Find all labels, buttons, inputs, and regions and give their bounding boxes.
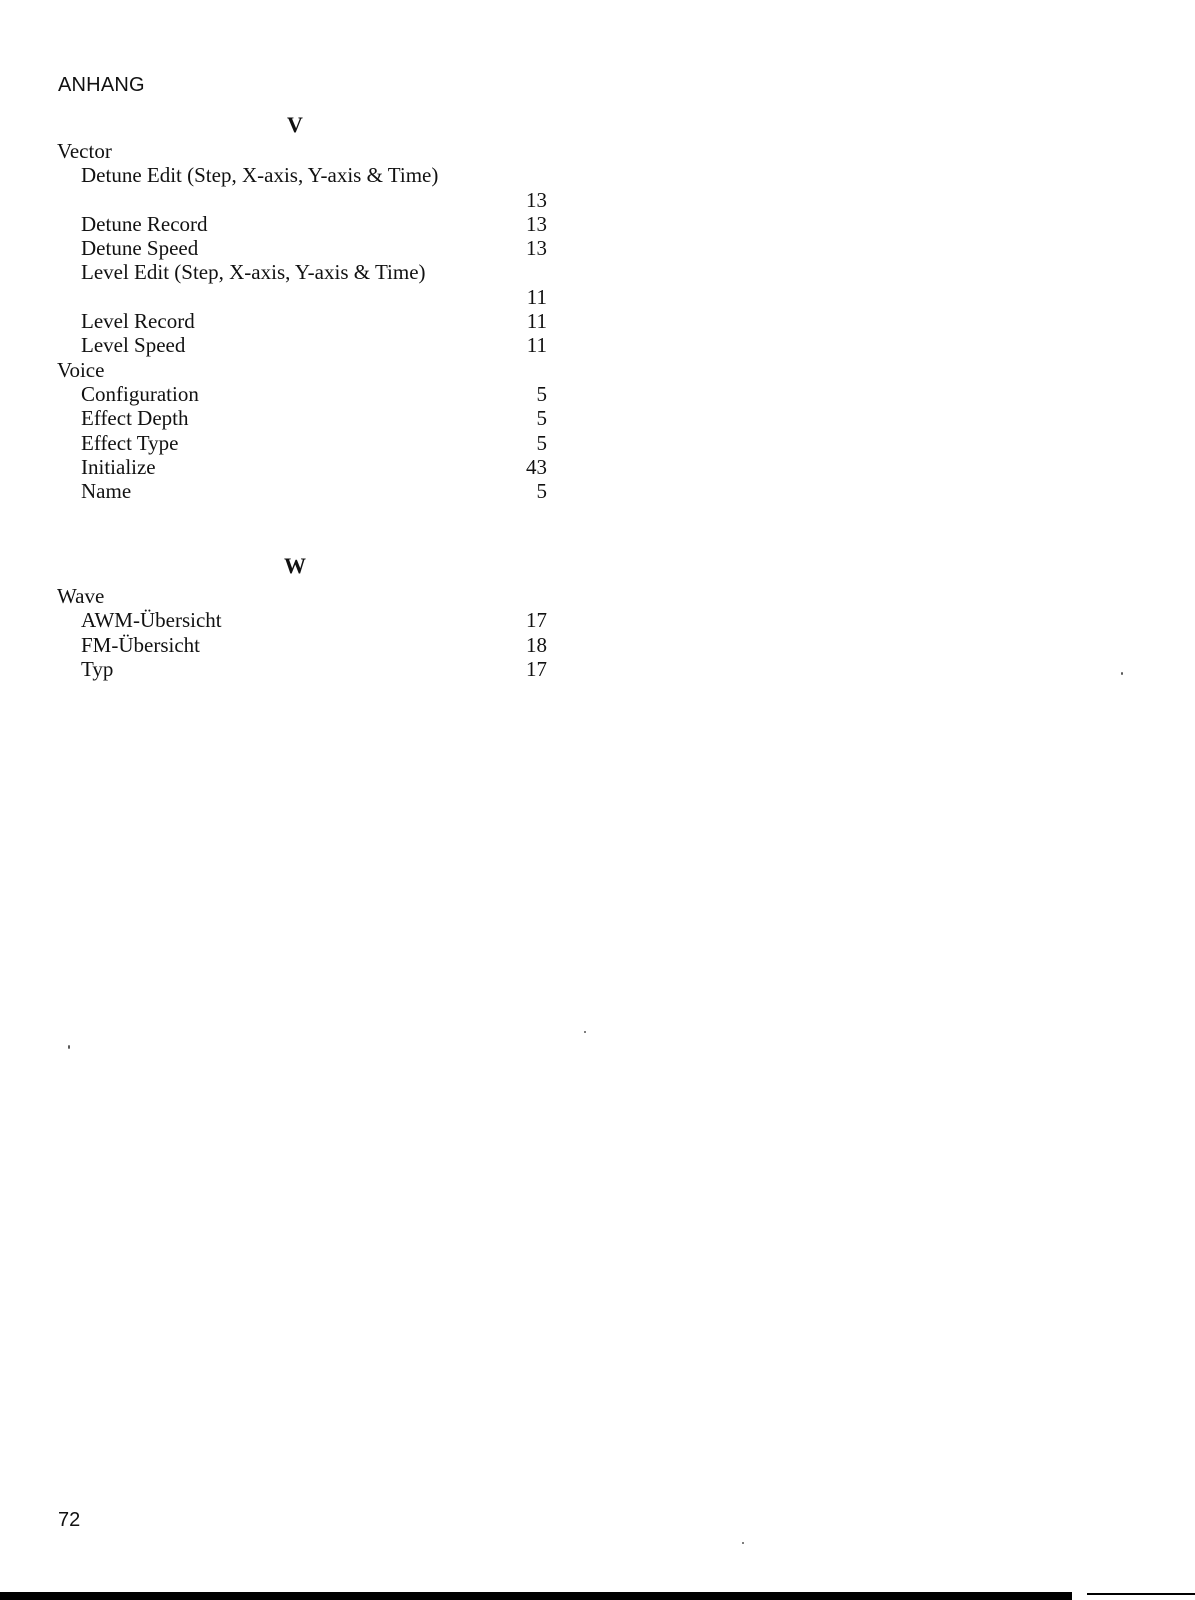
index-page-ref: 5 (536, 406, 547, 431)
index-section-v (57, 139, 547, 503)
index-page-ref: 13 (526, 236, 547, 261)
index-term: Vector (57, 139, 112, 163)
index-subentry-detune-edit (57, 163, 547, 187)
index-term: Initialize (81, 454, 156, 479)
index-page-ref: 5 (536, 430, 547, 455)
index-page-ref: 17 (526, 656, 547, 681)
index-term: Voice (57, 357, 105, 382)
index-subentry-level-edit (57, 260, 547, 284)
index-subentry-level-record (57, 309, 547, 333)
index-term: Wave (57, 584, 105, 608)
index-page-ref: 18 (526, 632, 547, 657)
scan-speck (742, 1542, 744, 1544)
index-subentry-effect-depth (57, 406, 547, 430)
index-term: Name (81, 479, 132, 504)
index-section-w (57, 584, 547, 681)
index-page-ref: 17 (526, 608, 547, 633)
index-term: Level Record (81, 309, 195, 334)
index-term: Level Speed (81, 333, 186, 358)
scan-speck (584, 1031, 586, 1033)
index-subentry-initialize (57, 455, 547, 479)
index-term: Configuration (81, 381, 199, 406)
index-term: Detune Record (81, 211, 208, 236)
scan-speck (1121, 672, 1123, 675)
index-page-ref: 5 (536, 381, 547, 406)
running-header: ANHANG (58, 74, 145, 96)
index-subentry-typ (57, 657, 547, 681)
scan-speck (68, 1045, 70, 1049)
index-page-ref: 11 (526, 284, 547, 309)
index-term: Detune Edit (Step, X-axis, Y-axis & Time) (81, 163, 439, 188)
index-term: FM-Übersicht (81, 632, 200, 657)
index-page-ref: 13 (526, 211, 547, 236)
bottom-rule (0, 1592, 1072, 1600)
index-page-ref: 11 (526, 333, 547, 358)
index-term: Typ (81, 656, 114, 681)
index-subentry-name (57, 479, 547, 503)
index-subentry-detune-record (57, 212, 547, 236)
section-letter-w: W (284, 553, 306, 578)
index-term: Effect Type (81, 430, 179, 455)
index-subentry-level-edit-page (57, 285, 547, 309)
index-term: Effect Depth (81, 406, 189, 431)
index-entry-voice (57, 358, 547, 382)
index-subentry-detune-edit-page (57, 188, 547, 212)
page-number: 72 (58, 1509, 81, 1531)
index-subentry-effect-type (57, 431, 547, 455)
index-entry-wave (57, 584, 547, 608)
index-subentry-awm-uebersicht (57, 608, 547, 632)
bottom-rule-short (1087, 1593, 1195, 1595)
section-letter-v: V (287, 112, 303, 137)
index-subentry-detune-speed (57, 236, 547, 260)
index-entry-vector (57, 139, 547, 163)
index-subentry-fm-uebersicht (57, 633, 547, 657)
index-page-ref: 43 (526, 454, 547, 479)
index-term: Level Edit (Step, X-axis, Y-axis & Time) (81, 260, 426, 285)
index-term: Detune Speed (81, 236, 199, 261)
index-subentry-level-speed (57, 333, 547, 357)
index-page-ref: 11 (526, 309, 547, 334)
index-term: AWM-Übersicht (81, 608, 222, 633)
index-page-ref: 13 (526, 187, 547, 212)
index-page-ref: 5 (536, 479, 547, 504)
index-subentry-configuration (57, 382, 547, 406)
